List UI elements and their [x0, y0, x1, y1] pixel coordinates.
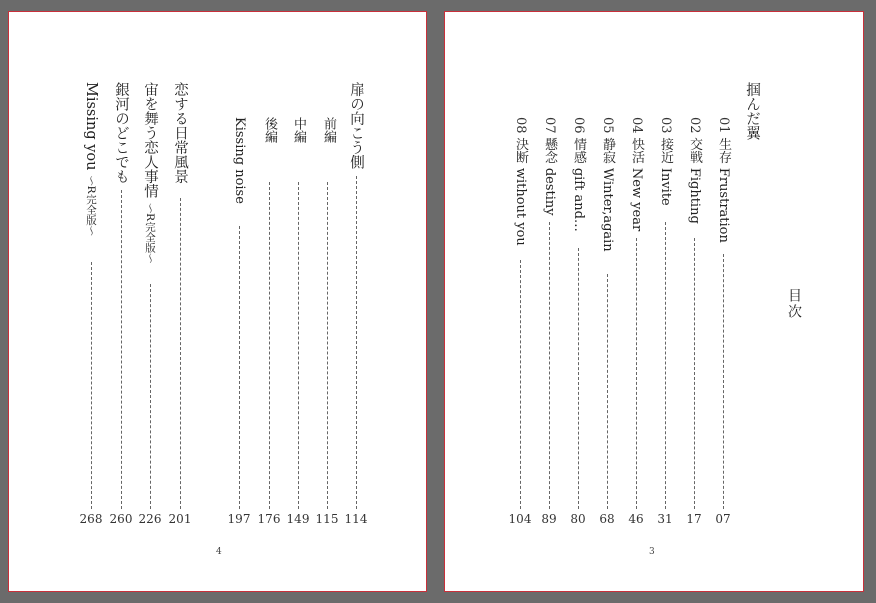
toc-number: 06	[571, 117, 586, 134]
toc-leader	[269, 182, 270, 509]
toc-page-number: 268	[79, 512, 103, 526]
page-right	[444, 11, 864, 592]
toc-label: 快活	[629, 137, 644, 164]
toc-page-number: 201	[168, 512, 192, 526]
toc-label: 宙を舞う恋人事情	[142, 82, 158, 198]
page-left	[8, 11, 427, 592]
toc-page-number: 226	[138, 512, 162, 526]
toc-label: 生存	[716, 137, 731, 164]
toc-page-number: 31	[657, 512, 673, 526]
toc-page-number: 68	[599, 512, 615, 526]
toc-entry	[83, 82, 99, 236]
toc-entry	[686, 117, 702, 224]
toc-leader	[607, 274, 608, 509]
toc-label: 恋する日常風景	[172, 82, 188, 184]
toc-leader	[549, 222, 550, 509]
toc-subtitle: ～R完全版～	[85, 175, 97, 236]
toc-leader	[356, 176, 357, 509]
toc-entry	[657, 117, 673, 206]
toc-english: Invite	[658, 167, 673, 206]
toc-page-number: 17	[686, 512, 702, 526]
toc-leader	[636, 238, 637, 509]
toc-entry	[142, 82, 158, 263]
toc-entry	[570, 117, 586, 232]
toc-entry	[715, 117, 731, 243]
toc-leader	[578, 248, 579, 509]
toc-label: 中編	[291, 117, 306, 143]
page-folio: 4	[216, 547, 222, 557]
toc-label: 前編	[321, 117, 336, 143]
toc-label: 情感	[571, 137, 586, 164]
toc-entry	[599, 117, 615, 252]
toc-page-number: 197	[227, 512, 251, 526]
toc-page-number: 46	[628, 512, 644, 526]
toc-label: Missing you	[83, 82, 99, 171]
toc-leader	[239, 226, 240, 509]
toc-leader	[298, 182, 299, 509]
toc-page-number: 115	[315, 512, 339, 526]
toc-english: without you	[513, 167, 528, 246]
toc-english: destiny	[542, 167, 557, 216]
toc-leader	[694, 238, 695, 509]
toc-english: Frustration	[716, 167, 731, 243]
toc-entry	[113, 82, 129, 184]
toc-group-title	[348, 82, 364, 169]
toc-title: 掴んだ翼	[744, 82, 760, 140]
toc-page-number: 104	[508, 512, 532, 526]
toc-number: 05	[600, 117, 615, 134]
toc-label: 接近	[658, 137, 673, 164]
toc-number: 07	[542, 117, 557, 134]
toc-label: 決断	[513, 137, 528, 164]
toc-leader	[150, 284, 151, 509]
toc-entry	[541, 117, 557, 216]
toc-english: Winter,again	[600, 167, 615, 252]
toc-leader	[327, 182, 328, 509]
toc-page-number: 149	[286, 512, 310, 526]
toc-leader	[723, 254, 724, 509]
toc-group-title	[744, 82, 760, 140]
toc-heading: 目次	[786, 288, 802, 320]
toc-leader	[520, 260, 521, 509]
toc-entry	[172, 82, 188, 184]
toc-page-number: 89	[541, 512, 557, 526]
toc-subtitle: ～R完全版～	[144, 202, 156, 264]
toc-label: 交戦	[687, 137, 702, 164]
toc-leader	[665, 222, 666, 509]
toc-entry	[628, 117, 644, 231]
toc-label: 銀河のどこでも	[113, 82, 129, 184]
toc-number: 04	[629, 117, 644, 134]
toc-page-number: 07	[715, 512, 731, 526]
toc-number: 08	[513, 117, 528, 134]
toc-label: 懸念	[542, 137, 557, 164]
toc-entry	[320, 117, 336, 143]
toc-page-number: 80	[570, 512, 586, 526]
toc-number: 02	[687, 117, 702, 134]
toc-leader	[91, 262, 92, 509]
toc-label: 後編	[262, 117, 277, 143]
toc-entry	[290, 117, 306, 143]
page-folio: 3	[649, 547, 655, 557]
toc-title: 扉の向こう側	[348, 82, 364, 169]
toc-entry	[261, 117, 277, 143]
toc-label: 静寂	[600, 137, 615, 164]
toc-label: Kissing noise	[232, 117, 247, 204]
toc-page-number: 114	[344, 512, 368, 526]
toc-english: gift and…	[571, 167, 586, 232]
toc-entry	[512, 117, 528, 246]
toc-leader	[180, 198, 181, 509]
toc-english: New year	[629, 167, 644, 232]
toc-number: 01	[716, 117, 731, 134]
toc-number: 03	[658, 117, 673, 134]
toc-page-number: 176	[257, 512, 281, 526]
toc-entry	[231, 117, 247, 204]
toc-english: Fighting	[687, 167, 702, 224]
toc-leader	[121, 190, 122, 509]
toc-page-number: 260	[109, 512, 133, 526]
